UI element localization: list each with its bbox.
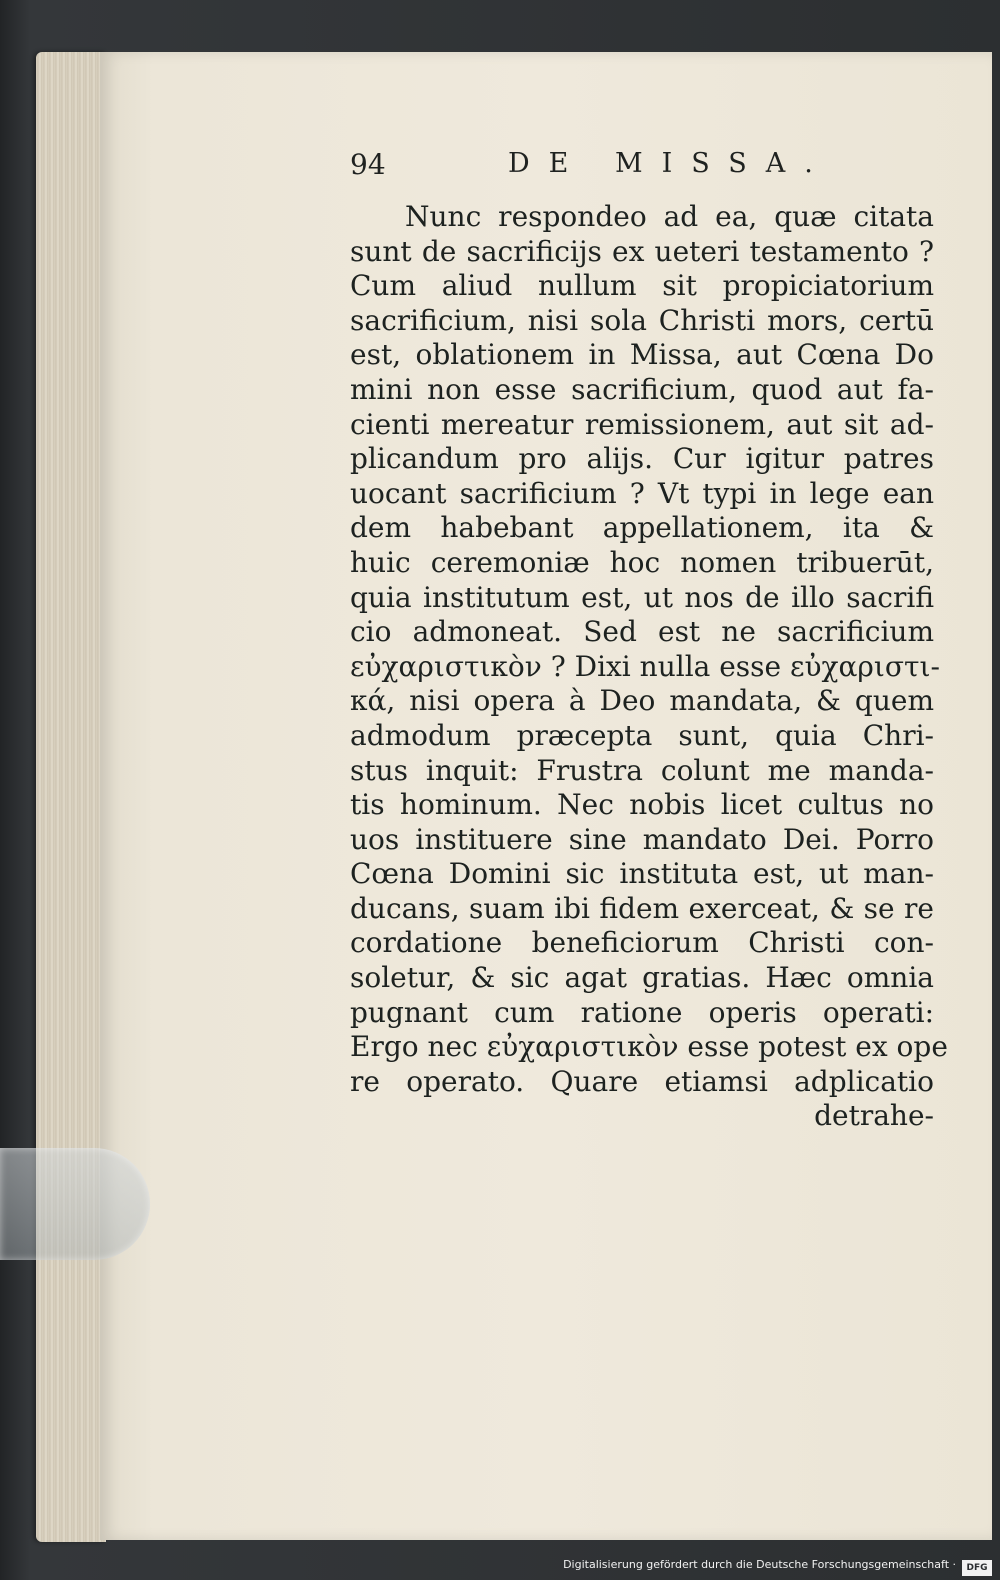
running-head: DE MISSA. [508, 148, 832, 179]
catchword: detrahe- [814, 1099, 934, 1133]
text-line: huic ceremoniæ hoc nomen tribuerūt, [350, 545, 934, 579]
text-line: κά, nisi opera à Deo mandata, & quem [350, 684, 934, 718]
text-line: re operato. Quare etiamsi adplicatio [350, 1064, 934, 1098]
text-line: cio admoneat. Sed est ne sacrificium [350, 615, 934, 649]
text-line: εὐχαριστικὸν ? Dixi nulla esse εὐχαριστι- [350, 649, 940, 683]
text-line: plicandum pro alijs. Cur igitur patres [350, 442, 934, 476]
body-text [350, 200, 948, 1134]
text-line: cienti mereatur remissionem, aut sit ad- [350, 407, 934, 441]
dfg-logo: DFG [962, 1560, 992, 1576]
text-line: admodum præcepta sunt, quia Chri- [350, 718, 934, 752]
page-header [350, 148, 950, 188]
text-line: mini non esse sacrificium, quod aut fa- [350, 372, 934, 406]
digitization-credit: Digitalisierung gefördert durch die Deutsche Forschungsgemeinschaft · [563, 1558, 956, 1571]
text-line: ducans, suam ibi fidem exerceat, & se re [350, 891, 934, 925]
text-line: sacrificium, nisi sola Christi mors, certū [350, 303, 934, 337]
text-line: Cœna Domini sic instituta est, ut man- [350, 857, 934, 891]
book-page-edges [36, 52, 106, 1542]
text-line: est, oblationem in Missa, aut Cœna Do [350, 338, 934, 372]
page-number: 94 [350, 148, 386, 181]
text-line: cordatione beneficiorum Christi con- [350, 926, 934, 960]
text-line: uos instituere sine mandato Dei. Porro [350, 822, 934, 856]
text-line: dem habebant appellationem, ita & [350, 511, 934, 545]
text-line: sunt de sacrificijs ex ueteri testamento ? [350, 234, 934, 268]
text-line: tis hominum. Nec nobis licet cultus no [350, 788, 934, 822]
text-line: stus inquit: Frustra colunt me manda- [350, 753, 934, 787]
text-line: Cum aliud nullum sit propiciatorium [350, 269, 934, 303]
thumb-holder [0, 1148, 150, 1260]
text-line: uocant sacrificium ? Vt typi in lege ean [350, 476, 934, 510]
text-line: pugnant cum ratione operis operati: [350, 995, 934, 1029]
text-line: Ergo nec εὐχαριστικὸν esse potest ex ope [350, 1030, 948, 1064]
text-line: Nunc respondeo ad ea, quæ citata [405, 200, 934, 233]
text-line: quia institutum est, ut nos de illo sacrifi [350, 580, 934, 614]
text-line: soletur, & sic agat gratias. Hæc omnia [350, 961, 934, 995]
